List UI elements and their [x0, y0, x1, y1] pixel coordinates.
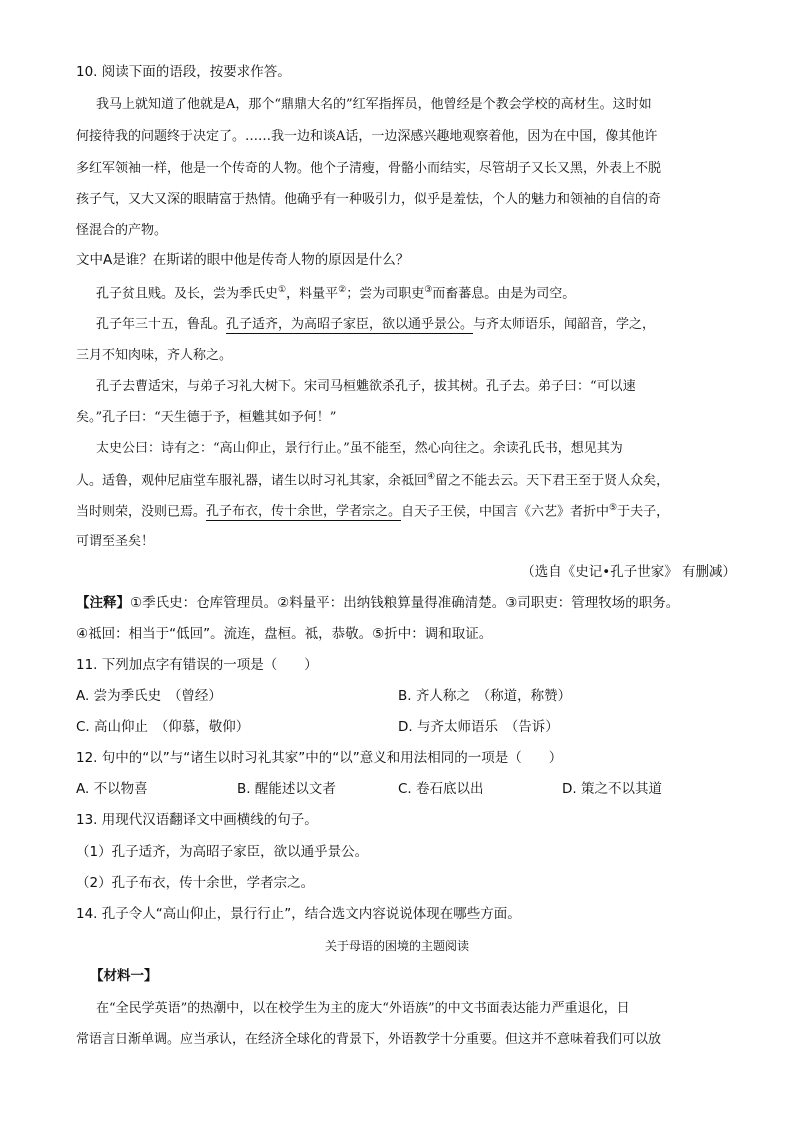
- text: 于夫子，: [617, 504, 670, 520]
- notes-label: 【注释】: [76, 595, 130, 611]
- note-marker: ③: [424, 285, 433, 295]
- q11-option-a: A. 尝为季氏史 （曾经）: [76, 688, 222, 704]
- text: ；尝为司职吏: [346, 286, 425, 302]
- q10-question: 文中A是谁？在斯诺的眼中他是传奇人物的原因是什么？: [76, 252, 410, 268]
- classical-paragraph-4: 太史公曰：诗有之：“高山仰止，景行行止。”虽不能至，然心向往之。余读孔氏书，想见其为: [96, 441, 623, 456]
- text: 与齐太师语乐，闻韶音，学之，: [473, 317, 656, 332]
- material-line: 在“全民学英语”的热潮中，以在校学生为主的庞大“外语族”的中文书面表达能力严重退化，日: [96, 1001, 630, 1016]
- classical-paragraph-1: [96, 286, 575, 300]
- classical-paragraph-4-cont: [76, 473, 669, 487]
- notes-line-1: [76, 597, 679, 611]
- text: 留之不能去云。天下君王至于贤人众矣，: [435, 473, 670, 489]
- note-marker: ②: [338, 285, 347, 295]
- classical-paragraph-4-cont: [76, 504, 669, 518]
- text: 自天子王侯，中国言《六艺》者折中: [401, 504, 610, 520]
- q10-passage-line: 我马上就知道了他就是A，那个“鼎鼎大名的”红军指挥员，他曾经是个教会学校的高材生。这时如: [96, 97, 652, 112]
- note-marker: ⑤: [609, 503, 618, 513]
- q12-option-c: C. 卷石底以出: [398, 781, 484, 797]
- note-marker: ④: [427, 472, 436, 482]
- q11-option-b: B. 齐人称之 （称道，称赞）: [398, 688, 572, 704]
- q10-passage-line: 何接待我的问题终于决定了。……我一边和谈A话，一边深感兴趣地观察着他，因为在中国，像其他许: [76, 129, 658, 144]
- q12-option-a: A. 不以物喜: [76, 781, 148, 797]
- note-marker: ①: [278, 285, 287, 295]
- q12-option-d: D. 策之不以其道: [562, 781, 662, 797]
- q13-sentence-2: （2）孔子布衣，传十余世，学者宗之。: [76, 875, 315, 891]
- text: ①季氏史：仓库管理员。②料量平：出纳钱粮算量得准确清楚。③司职吏：管理牧场的职务。: [130, 595, 680, 611]
- q10-title: 10. 阅读下面的语段，按要求作答。: [76, 64, 291, 80]
- classical-paragraph-4-cont: 可谓至圣矣！: [76, 534, 155, 549]
- text: ，料量平: [286, 286, 339, 302]
- underlined-sentence: 孔子布衣，传十余世，学者宗之。: [206, 504, 402, 520]
- q10-passage-line: 多红军领袖一样，他是一个传奇的人物。他个子清瘦，骨骼小而结实，尽管胡子又长又黑，外表上不脱: [76, 161, 662, 176]
- text: 人。适鲁，观仲尼庙堂车服礼器，诸生以时习礼其家，余祗回: [76, 473, 428, 489]
- q11-option-c: C. 高山仰止 （仰慕，敬仰）: [76, 719, 250, 735]
- q14-stem: 14. 孔子令人“高山仰止，景行行止”，结合选文内容说说体现在哪些方面。: [76, 906, 521, 922]
- reading-title: 关于母语的困境的主题阅读: [324, 939, 469, 953]
- classical-paragraph-3-cont: 矣。”孔子曰：“天生德于予，桓魋其如予何！”: [76, 410, 337, 425]
- q12-option-b: B. 醒能述以文者: [237, 781, 336, 797]
- q13-sentence-1: （1）孔子适齐，为高昭子家臣，欲以通乎景公。: [76, 844, 369, 860]
- text: 而畜蕃息。由是为司空。: [432, 286, 576, 302]
- q10-passage-line: 怪混合的产物。: [76, 223, 168, 238]
- text: 孔子年三十五，鲁乱。: [96, 317, 227, 332]
- text: 当时则荣，没则已焉。: [76, 504, 207, 520]
- material-label: 【材料一】: [90, 968, 158, 984]
- classical-paragraph-2: [96, 318, 655, 331]
- material-line: 常语言日渐单调。应当承认，在经济全球化的背景下，外语教学十分重要。但这并不意味着我们可以放: [76, 1032, 662, 1047]
- source-citation: （选自《史记•孔子世家》 有删减）: [521, 564, 736, 580]
- text: 孔子贫且贱。及长，尝为季氏史: [96, 286, 279, 302]
- underlined-sentence: 孔子适齐，为高昭子家臣，欲以通乎景公。: [226, 317, 474, 332]
- notes-line-2: ④祗回：相当于“低回”。流连，盘桓。祗，恭敬。⑤折中：调和取证。: [76, 626, 493, 642]
- classical-paragraph-3: 孔子去曹适宋，与弟子习礼大树下。宋司马桓魋欲杀孔子，拔其树。孔子去。弟子曰：“可以速: [96, 379, 636, 394]
- q11-stem: 11. 下列加点字有错误的一项是（ ）: [76, 657, 318, 673]
- q10-passage-line: 孩子气，又大又深的眼睛富于热情。他确乎有一种吸引力，似乎是羞怯，个人的魅力和领袖的自信的奇: [76, 192, 662, 207]
- classical-paragraph-2-cont: 三月不知肉味，齐人称之。: [76, 348, 233, 363]
- q11-option-d: D. 与齐太师语乐 （告诉）: [398, 719, 559, 735]
- q12-stem: 12. 句中的“以”与“诸生以时习礼其家”中的“以”意义和用法相同的一项是（ ）: [76, 750, 563, 766]
- q13-stem: 13. 用现代汉语翻译文中画横线的句子。: [76, 812, 318, 828]
